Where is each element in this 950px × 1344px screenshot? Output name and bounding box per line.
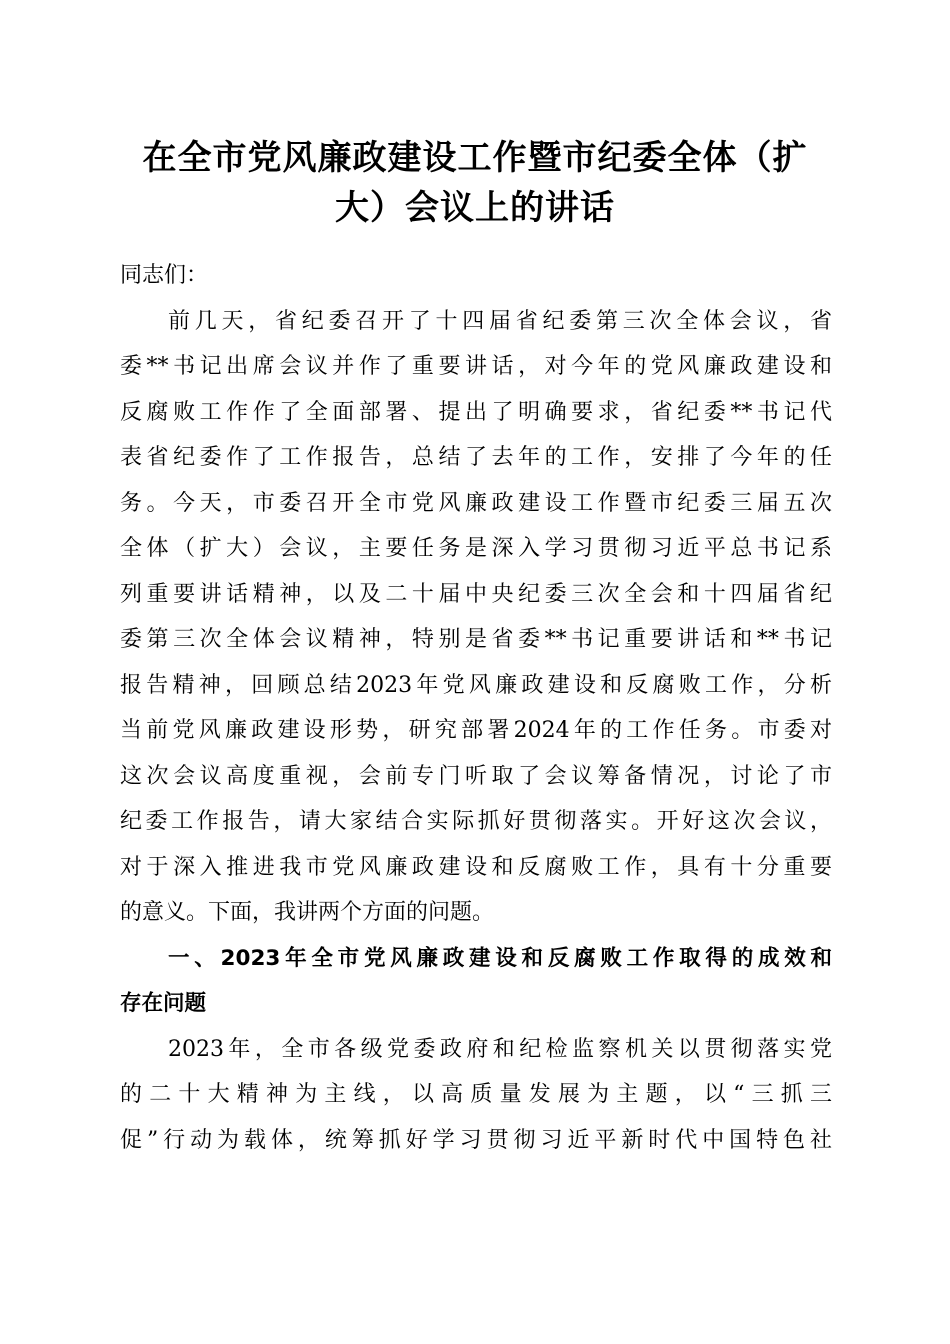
paragraph-line: 务。今天，市委召开全市党风廉政建设工作暨市纪委三届五次 — [120, 490, 832, 516]
paragraph-line: 前几天，省纪委召开了十四届省纪委第三次全体会议，省 — [168, 308, 832, 334]
paragraph-line: 纪委工作报告，请大家结合实际抓好贯彻落实。开好这次会议， — [120, 809, 832, 834]
paragraph-line: 列重要讲话精神，以及二十届中央纪委三次全会和十四届省纪 — [120, 581, 832, 607]
document-body — [120, 253, 832, 1163]
paragraph-line: 反腐败工作作了全面部署、提出了明确要求，省纪委**书记代 — [120, 399, 832, 425]
salutation: 同志们： — [120, 263, 209, 288]
paragraph-line: 当前党风廉政建设形势，研究部署2024年的工作任务。市委对 — [120, 718, 832, 743]
paragraph-line: 2023年，全市各级党委政府和纪检监察机关以贯彻落实党 — [168, 1036, 832, 1062]
paragraph-line: 报告精神，回顾总结2023年党风廉政建设和反腐败工作，分析 — [120, 672, 832, 698]
heading-line: 一、2023年全市党风廉政建设和反腐败工作取得的成效和 — [168, 945, 832, 971]
paragraph-line: 促”行动为载体，统筹抓好学习贯彻习近平新时代中国特色社 — [120, 1127, 832, 1153]
paragraph-1 — [120, 299, 832, 936]
paragraph-line: 表省纪委作了工作报告，总结了去年的工作，安排了今年的任 — [120, 445, 832, 470]
heading-line: 存在问题 — [120, 991, 207, 1016]
paragraph-line: 全体（扩大）会议，主要任务是深入学习贯彻习近平总书记系 — [120, 536, 832, 561]
title-line-2: 大）会议上的讲话 — [335, 188, 615, 228]
title-line-1: 在全市党风廉政建设工作暨市纪委全体（扩 — [142, 138, 808, 178]
paragraph-line: 委**书记出席会议并作了重要讲话，对今年的党风廉政建设和 — [120, 354, 832, 379]
paragraph-line: 这次会议高度重视，会前专门听取了会议筹备情况，讨论了市 — [120, 763, 832, 789]
section-1-heading — [120, 936, 832, 1027]
paragraph-2 — [120, 1027, 832, 1164]
document-title — [110, 133, 840, 233]
paragraph-line: 的二十大精神为主线，以高质量发展为主题，以“三抓三 — [120, 1082, 832, 1107]
paragraph-line: 的意义。下面，我讲两个方面的问题。 — [120, 900, 495, 925]
paragraph-line: 委第三次全体会议精神，特别是省委**书记重要讲话和**书记 — [120, 627, 832, 652]
paragraph-line: 对于深入推进我市党风廉政建设和反腐败工作，具有十分重要 — [120, 854, 832, 880]
